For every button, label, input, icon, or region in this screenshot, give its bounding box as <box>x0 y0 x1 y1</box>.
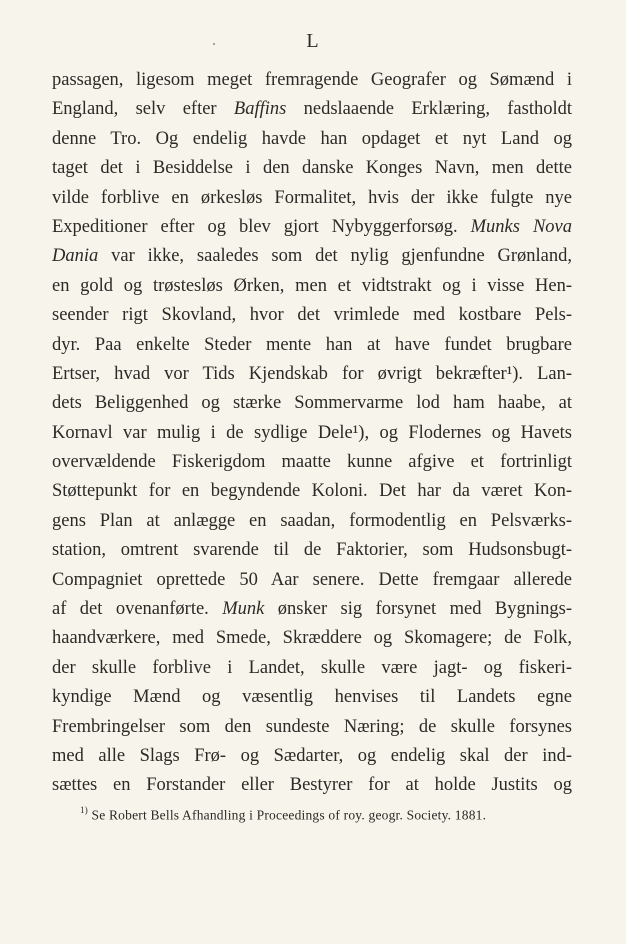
text-line: taget det i Besiddelse i den danske Konges Navn, men dette <box>52 158 572 179</box>
text-line: kyndige Mænd og væsentlig henvises til Landets egne <box>52 687 572 708</box>
text-line: Frembringelser som den sundeste Næring; de skulle forsynes <box>52 716 572 737</box>
text-line: Kornavl var mulig i de sydlige Dele¹), og Flodernes og Havets <box>52 422 572 443</box>
page-number: L <box>306 30 320 52</box>
footnote-marker: 1) <box>80 805 88 815</box>
text-line: passagen, ligesom meget fremragende Geografer og Sømænd i <box>52 70 572 90</box>
text-line: af det ovenanførte. Munk ønsker sig forsynet med Bygnings- <box>52 599 572 620</box>
text-line: haandværkere, med Smede, Skræddere og Skomagere; de Folk, <box>52 628 572 649</box>
text-line: sættes en Forstander eller Bestyrer for at holde Justits og <box>52 775 572 796</box>
italic-name: Dania <box>52 246 99 267</box>
text-line: med alle Slags Frø- og Sædarter, og endelig skal der ind- <box>52 745 572 766</box>
text-line: dyr. Paa enkelte Steder mente han at have fundet brugbare <box>52 334 572 355</box>
text-line: denne Tro. Og endelig havde han opdaget et nyt Land og <box>52 128 572 149</box>
text-line: Støttepunkt for en begyndende Koloni. Det har da været Kon- <box>52 481 572 502</box>
text-line: dets Beliggenhed og stærke Sommervarme lod ham haabe, at <box>52 393 572 414</box>
footnote-text: Se Robert Bells Afhandling i Proceedings of roy. geogr. Society. 1881. <box>91 807 487 823</box>
text-line: seender rigt Skovland, hvor det vrimlede med kostbare Pels- <box>52 305 572 326</box>
body-text <box>52 66 572 801</box>
text-line: en gold og trøstesløs Ørken, men et vidtstrakt og i visse Hen- <box>52 275 572 296</box>
italic-name: Munk <box>222 599 265 620</box>
text-line: England, selv efter Baffins nedslaaende Erklæring, fastholdt <box>52 99 572 120</box>
text-line: Compagniet oprettede 50 Aar senere. Dette fremgaar allerede <box>52 569 572 590</box>
text-line: Expeditioner efter og blev gjort Nybyggerforsøg. Munks Nova <box>52 216 572 237</box>
text-line: overvældende Fiskerigdom maatte kunne afgive et fortrinligt <box>52 452 572 473</box>
italic-name: Munks Nova <box>470 216 572 237</box>
text-line: der skulle forblive i Landet, skulle være jagt- og fiskeri- <box>52 657 572 678</box>
footnote <box>80 806 560 824</box>
text-line: vilde forblive en ørkesløs Formalitet, hvis der ikke fulgte nye <box>52 187 572 208</box>
text-line: Ertser, hvad vor Tids Kjendskab for øvrigt bekræfter¹). Lan- <box>52 363 572 384</box>
italic-name: Baffins <box>233 99 287 120</box>
text-line: Dania var ikke, saaledes som det nylig gjenfundne Grønland, <box>52 246 572 267</box>
text-line: gens Plan at anlægge en saadan, formodentlig en Pelsværks- <box>52 510 572 531</box>
text-line: station, omtrent svarende til de Faktorier, som Hudsonsbugt- <box>52 540 572 561</box>
